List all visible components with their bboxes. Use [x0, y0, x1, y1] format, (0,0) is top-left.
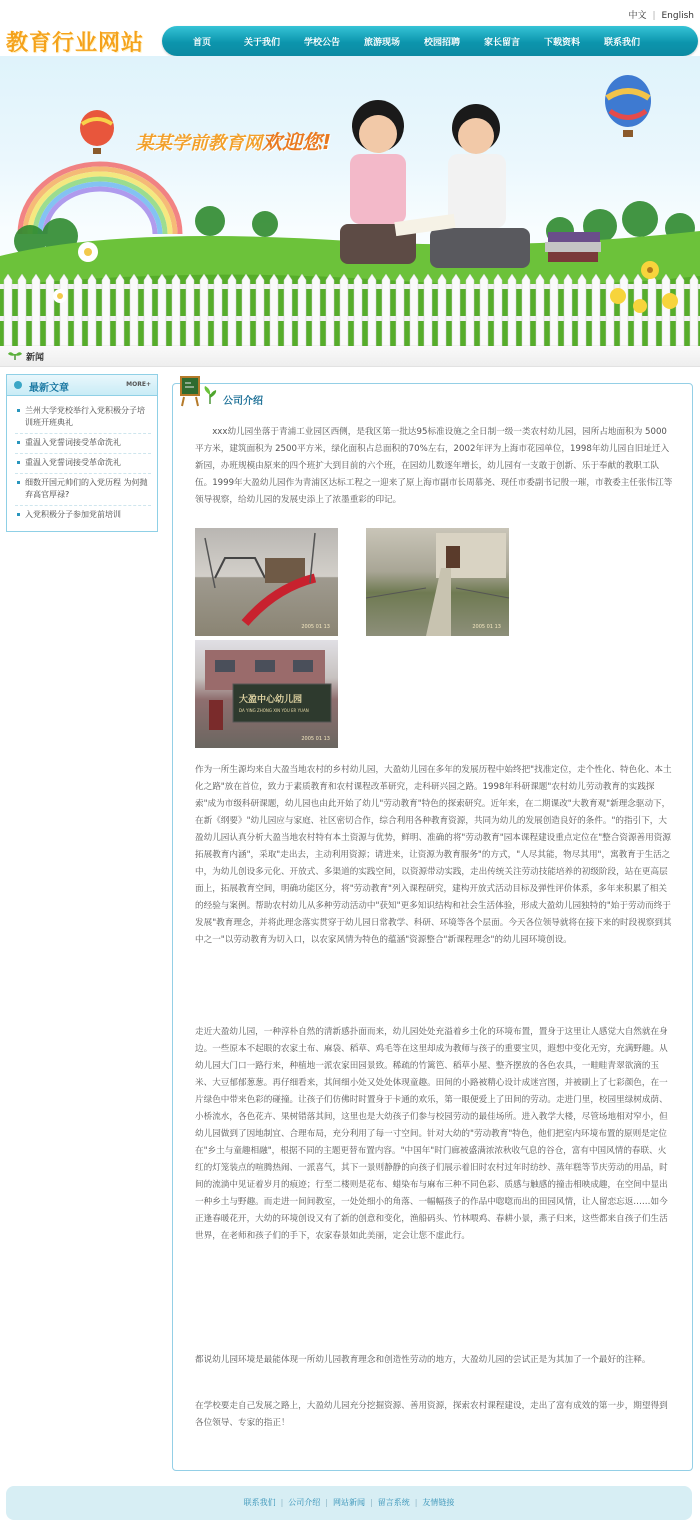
garden-photo [366, 528, 509, 636]
fence-picket [102, 274, 110, 346]
footer [6, 1486, 692, 1520]
content-paragraph: 走近大盈幼儿园，一种淳朴自然的清新感扑面而来，幼儿园处处充溢着乡土化的环境布置，置身于这里让人感觉大自然就在身边。一些原本不起眼的农家土布、麻袋、稻草、鸡毛等在这里却成为教师与孩子的重要宝贝，遐想中变化无穷，充满野趣。从幼儿园大门口一路行来，种植地一派农家田园景致。稀疏的竹篱笆、稻草小屋、整齐摆放的各色农具，一畦畦青翠欲滴的玉米、大豆郁郁葱葱。再仔细看来，其间细小处又处处体现童趣。田间的小路被精心设计成迷宫图，并被刷上了七彩颜色，在一片绿色中带来色彩的碰撞。让孩子们仿佛时时置身于卡通的欢乐，第一眼便爱上了田间的劳动。走进门里，校园里绿树成荫、小桥流水，各色花卉、果树错落其间，这里也是大幼孩子们参与校园劳动的最佳场所。进入教学大楼，尽管场地相对窄小，但幼儿园做到了因地制宜、合理布局，充分利用了每一寸空间。针对大幼的"劳动教育"特色，他们把室内环境布置的原则是定位在"乡土与童趣相融"，根据不同的主题更替布置内容。"中国年"时门廊被盛满浓浓秋收气息的谷仓，富有中国风情的春联、火红的灯笼装点的喧腾热闹、一派喜气，其下一景则静静的向孩子们展示着旧时农村过年时纺纱、蒸年糕等节庆劳动的用品，时间的流淌中见证着岁月的痕迹；行至二楼则是花布、蜡染布与麻布三种不同色彩、质感与触感的撞击相映成趣，在空间中显出一种乡土与野趣。而走进一间间教室，一处处细小的角落、一幅幅孩子的作品中唿唿而出的田园风情，让人留恋忘返……如今正逢春暖花开，大幼的环境创设又有了新的创意和变化，渔船码头、竹林喂鸡、春耕小景，燕子归来，这些都来自孩子们生活世界，在老师和孩子们的手下，农家春景如此美丽，定会让您不虚此行。 [195, 1027, 668, 1241]
chalkboard-icon [179, 375, 201, 407]
fence-picket [494, 274, 502, 346]
school-sign: 大盈中心幼儿园 [239, 695, 303, 705]
lang-chinese-link[interactable]: 中文 [628, 11, 647, 21]
nav-item-download[interactable]: 下载资料 [543, 37, 580, 48]
footer-link-news[interactable]: 网站新闻 [333, 1498, 365, 1507]
fence-picket [466, 274, 474, 346]
fence-picket [270, 274, 278, 346]
hot-air-balloon-icon [605, 75, 651, 137]
welcome-prefix: 某某学前教育网 [136, 133, 262, 154]
welcome-suffix: 欢迎您! [262, 130, 332, 154]
fence-picket [438, 274, 446, 346]
playground-photo [195, 528, 338, 636]
footer-separator: | [325, 1498, 328, 1507]
hero-banner [0, 56, 700, 346]
fence-picket [74, 274, 82, 346]
fence-picket [256, 274, 264, 346]
nav-item-recruit[interactable]: 校园招聘 [423, 37, 460, 48]
page-title: 公司介绍 [223, 396, 263, 407]
panel-title: 最新文章 [29, 383, 69, 394]
latest-articles-panel [6, 374, 158, 532]
intro-paragraph: xxx幼儿园坐落于青浦工业园区西侧，是我区第一批达95标准设施之全日制一级一类农村幼儿园，园所占地面积为 5000平方米，建筑面积为 2500平方米，绿化面积占总面积的70%左右，2002年评为上海市花园单位，1998年幼儿园自旧址迁入新园，办班规模由原来的四个班扩大到目前的六个班，在园幼儿数逐年增长，幼儿园有一支敢于创新、乐于奉献的教职工队伍。1999年大盈幼儿园作为青浦区达标工程之一迎来了原上海市副市长周慕尧、现任市委副书记殷一璀，市教委主任张伟江等领导视察，给幼儿园的发展史添上了浓墨重彩的印记。 [195, 427, 673, 505]
children-illustration [340, 100, 601, 268]
nav-item-guestbook[interactable]: 家长留言 [483, 37, 520, 48]
fence-picket [396, 274, 404, 346]
fence-picket [298, 274, 306, 346]
content-panel [172, 383, 693, 1471]
fence-picket [60, 274, 68, 346]
fence-picket [284, 274, 292, 346]
fence-picket [424, 274, 432, 346]
sprout-icon [8, 350, 22, 360]
fence-picket [368, 274, 376, 346]
photo-date: 2005 01 13 [301, 624, 330, 630]
more-link[interactable]: MORE+ [126, 381, 151, 388]
fence-picket [690, 274, 698, 346]
kindergarten-gate-photo [195, 640, 338, 748]
content-paragraph: 作为一所生源均来自大盈当地农村的乡村幼儿园，大盈幼儿园在多年的发展历程中始终把"找准定位，走个性化、特色化、本土化之路"放在首位，致力于素质教育和农村课程改革研究，走科研兴园之路。1998年科研课题"农村幼儿劳动教育的实践探索"成为市级科研课题，幼儿园也由此开始了幼儿"劳动教育"特色的探索研究。近年来，在二期课改"大教育观"新理念驱动下，在新《纲要》"幼儿园应与家庭、社区密切合作，综合利用各种教育资源，共同为幼儿的发展创造良好的条件。"的指引下，大盈幼儿园认真分析大盈当地农村特有本土资源与优势，鲜明、准确的将"劳动教育"园本课程建设重点定位在"整合资源善用资源 拓展教育内涵"，采取"走出去，主动利用资源；请进来，让资源为教育服务"的方式，"人尽其能，物尽其用"，寓教育于生活之中，为幼儿创设多元化、开放式、多渠道的实践空间，以资源带动实践，走出传统关注劳动技能培养的初级阶段，站在更高层面上，拓展教育空间，明确功能区分，将"劳动教育"列入课程研究，建构开放式活动目标及弹性评价体系，多年来积累了相关的经验与案例。帮助农村幼儿从多种劳动活动中"获知"更多知识结构和社会生活体验，形成大盈幼儿园独特的"始于劳动而终于发展"教育理念，并将此理念落实贯穿于幼儿园日常教学、科研、环境等各个层面。今天各位领导就将在接下来的时段视察到其中之一"以劳动教育为切入口，以农家风情为特色的蕴涵"资源整合"新课程理念"的幼儿园环境创设。 [195, 765, 672, 945]
nav-item-home[interactable]: 首页 [192, 37, 211, 48]
fence-picket [452, 274, 460, 346]
footer-link-contact[interactable]: 联系我们 [243, 1498, 276, 1507]
footer-separator: | [414, 1498, 418, 1507]
article-link[interactable]: 重温入党誓词接受革命洗礼 [15, 434, 151, 454]
site-logo[interactable]: 教育行业网站 [6, 31, 145, 56]
hot-air-balloon-icon [80, 110, 114, 154]
footer-link-guestbook[interactable]: 留言系统 [377, 1498, 410, 1507]
panel-header [7, 375, 157, 396]
banner-illustration [0, 56, 700, 346]
fence-picket [4, 274, 12, 346]
fence-picket [606, 274, 614, 346]
footer-links [6, 1497, 692, 1508]
fence-picket [578, 274, 586, 346]
nav-item-notice[interactable]: 学校公告 [303, 37, 340, 48]
lang-separator: | [652, 11, 656, 21]
fence-picket [172, 274, 180, 346]
article-link[interactable]: 兰州大学党校举行入党积极分子培训班开班典礼 [15, 402, 151, 434]
nav-item-about[interactable]: 关于我们 [243, 37, 280, 48]
fence-picket [410, 274, 418, 346]
footer-separator: | [280, 1498, 284, 1507]
fence-picket [32, 274, 40, 346]
main-nav [162, 26, 698, 56]
fence-picket [186, 274, 194, 346]
fence-picket [676, 274, 684, 346]
nav-item-contact[interactable]: 联系我们 [603, 37, 640, 48]
fence-picket [214, 274, 222, 346]
fence-picket [592, 274, 600, 346]
fence-picket [130, 274, 138, 346]
slide-image [195, 528, 338, 636]
fence-picket [550, 274, 558, 346]
article-link[interactable]: 重温入党誓词接受革命洗礼 [15, 454, 151, 474]
footer-link-friends[interactable]: 友情链接 [422, 1498, 455, 1507]
fence-picket [522, 274, 530, 346]
welcome-slogan [136, 126, 331, 155]
fence-picket [480, 274, 488, 346]
nav-item-travel[interactable]: 旅游现场 [363, 37, 400, 48]
lang-english-link[interactable]: English [661, 11, 694, 21]
article-link[interactable]: 入党积极分子参加党前培训 [15, 506, 151, 525]
breadcrumb[interactable]: 新闻 [26, 353, 45, 363]
footer-separator: | [370, 1498, 373, 1507]
fence-picket [144, 274, 152, 346]
fence-picket [88, 274, 96, 346]
fence-picket [648, 274, 656, 346]
language-switcher [628, 8, 694, 21]
fence-picket [200, 274, 208, 346]
garden-image [366, 528, 509, 636]
fence-picket [662, 274, 670, 346]
fence-picket [326, 274, 334, 346]
fence-picket [536, 274, 544, 346]
content-paragraph: 都说幼儿园环境是最能体现一所幼儿园教育理念和创造性劳动的地方，大盈幼儿园的尝试正是为其加了一个最好的注释。 [195, 1355, 651, 1365]
fence-picket [620, 274, 628, 346]
fence-picket [46, 274, 54, 346]
fence-picket [312, 274, 320, 346]
leaf-icon [203, 386, 217, 404]
fence-picket [18, 274, 26, 346]
footer-link-about[interactable]: 公司介绍 [288, 1498, 321, 1507]
photo-date: 2005 01 13 [301, 736, 330, 742]
fence-picket [228, 274, 236, 346]
fence-picket [158, 274, 166, 346]
fence-picket [242, 274, 250, 346]
bullet-icon [14, 381, 22, 389]
fence-picket [340, 274, 348, 346]
fence-picket [564, 274, 572, 346]
rainbow-icon [20, 164, 180, 234]
school-sign-pinyin: DA YING ZHONG XIN YOU ER YUAN [239, 708, 309, 713]
photo-date: 2005 01 13 [472, 624, 501, 630]
fence-picket [354, 274, 362, 346]
fence-picket [382, 274, 390, 346]
breadcrumb-bar [0, 346, 700, 367]
fence-picket [116, 274, 124, 346]
content-paragraph: 在学校要走自己发展之路上，大盈幼儿园充分挖掘资源、善用资源，探索农村课程建设，走出了富有成效的第一步，期望得到各位领导、专家的指正！ [195, 1401, 668, 1428]
fence-picket [508, 274, 516, 346]
article-link[interactable]: 细数开国元帅们的入党历程 为何抛弃高官厚禄? [15, 474, 151, 506]
